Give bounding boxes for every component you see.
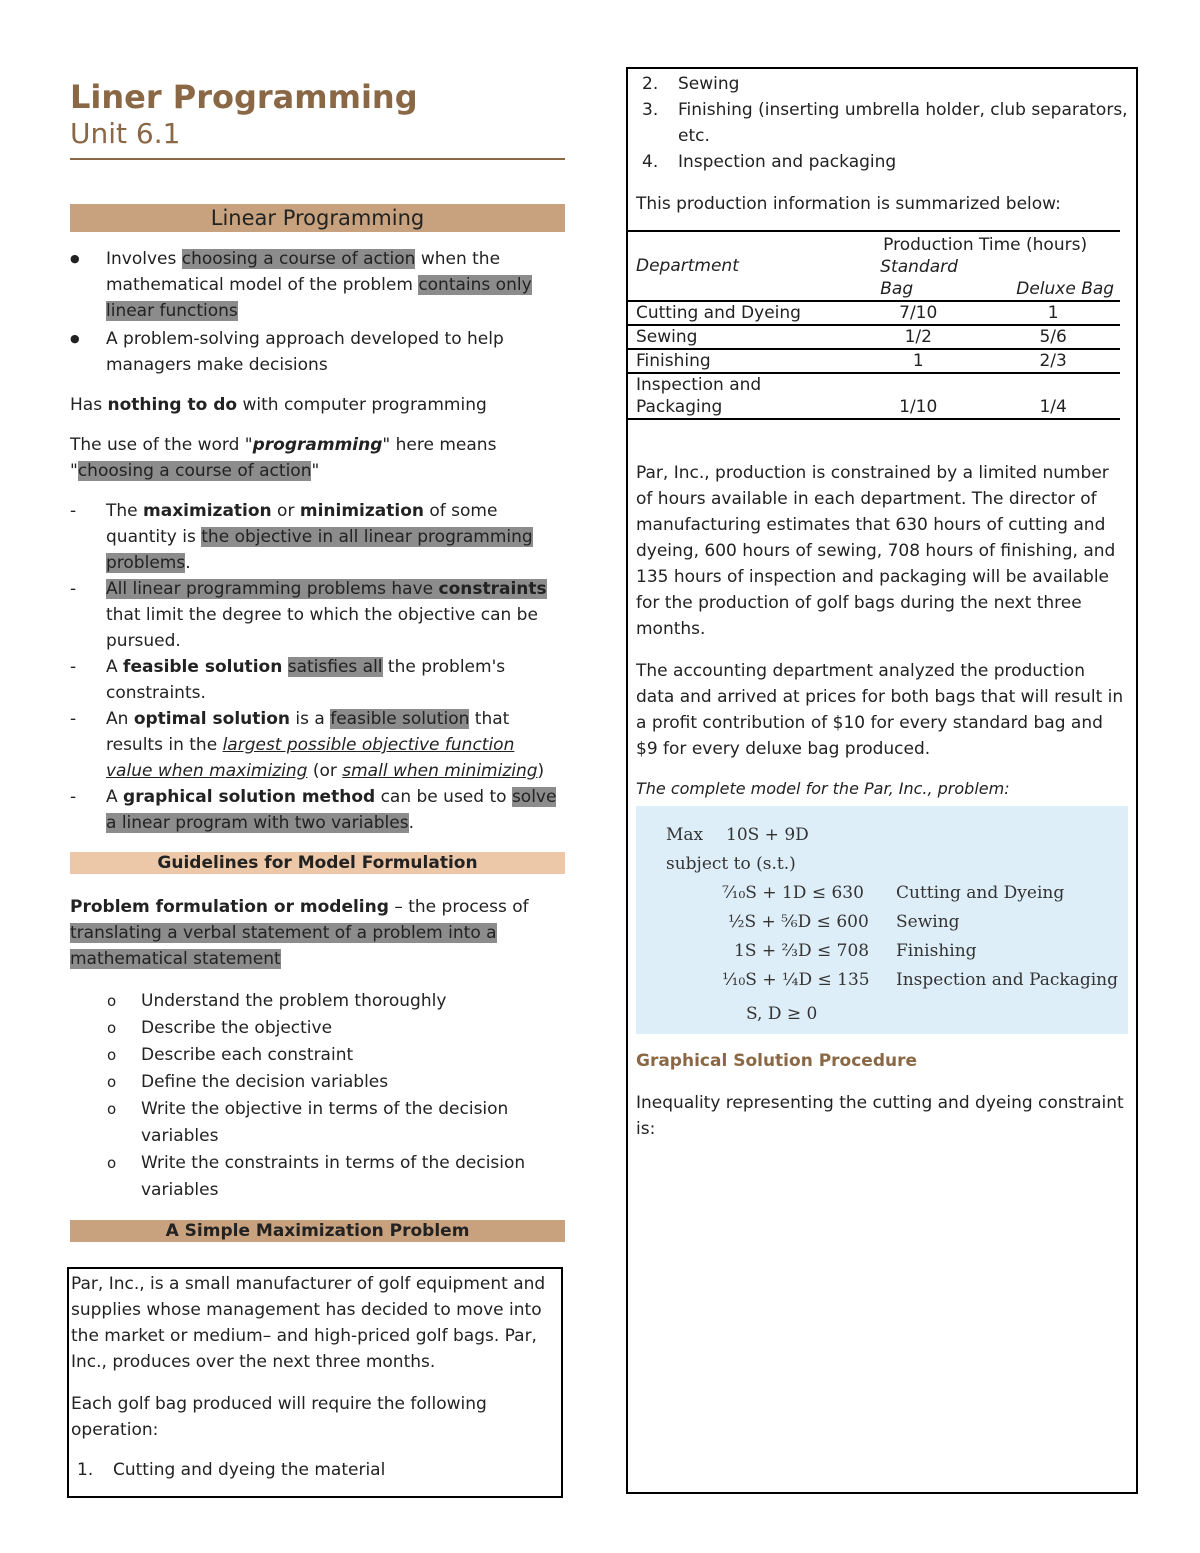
profit-paragraph: The accounting department analyzed the production data and arrived at prices for both bags that will result in a profit contribution of $10 for every standard bag and $9 for every deluxe bag produced. [636,661,1124,759]
lp-bullet: ● A problem-solving approach developed to help managers make decisions [70,326,565,378]
graphical-heading: Graphical Solution Procedure [636,1051,918,1071]
problem-intro: Par, Inc., is a small manufacturer of golf equipment and supplies whose management has decided to move into the market or medium– and high-priced golf bags. Par, Inc., produces over the next three months. [71,1274,546,1372]
problem-box [67,1267,563,1498]
guidelines-banner: Guidelines for Model Formulation [70,852,565,874]
guideline-step: o Define the decision variables [70,1069,565,1096]
cell-standard: 1/2 [904,327,932,347]
lp-definitions [70,498,565,836]
cell-standard: 1/10 [899,397,938,417]
model-constraint-name: Cutting and Dyeing [896,883,1065,903]
lp-definition: - All linear programming problems have constraints that limit the degree to which the objective can be pursued. [70,576,565,654]
cell-deluxe: 1/4 [1039,397,1067,417]
lp-bullets [70,246,565,378]
guideline-step: o Describe each constraint [70,1042,565,1069]
operation-item: 2. Sewing [642,74,740,94]
model-max-label: Max [666,825,704,845]
model-constraint-expr: ⁷⁄₁₀S + 1D ≤ 630 [722,883,864,903]
model-constraint-expr: 1S + ⅔D ≤ 708 [734,941,870,961]
model-nonnegativity: S, D ≥ 0 [746,1004,818,1024]
continued-box [626,67,1138,1494]
model-constraint-name: Finishing [896,941,977,961]
cell-department: Finishing [636,351,711,371]
cell-deluxe: 1 [1047,303,1059,323]
model-figure [636,806,1128,1034]
cell-standard: 1 [912,351,924,371]
operation-list [71,1457,559,1483]
problem-operations-intro: Each golf bag produced will require the following operation: [71,1394,487,1440]
col-deluxe: Deluxe Bag [1016,279,1115,299]
guideline-step: o Write the constraints in terms of the decision variables [70,1150,565,1204]
cell-deluxe: 5/6 [1039,327,1067,347]
model-constraint-expr: ½S + ⅚D ≤ 600 [728,912,869,932]
guideline-step: o Write the objective in terms of the decision variables [70,1096,565,1150]
cell-standard: 7/10 [899,303,938,323]
lp-definition: - The maximization or minimization of some quantity is the objective in all linear programming problems. [70,498,565,576]
lp-definition: - An optimal solution is a feasible solution that results in the largest possible objective function value when maximizing (or small when minimizing) [70,706,565,784]
lp-bullet: ● Involves choosing a course of action when the mathematical model of the problem contains only linear functions [70,246,565,324]
page-title: Liner Programming [70,78,418,116]
operation-item: 4. Inspection and packaging [642,152,897,172]
model-constraint-name: Inspection and Packaging [896,970,1118,990]
constraint-paragraph: Par, Inc., production is constrained by a limited number of hours available in each department. The director of manufacturing estimates that 630 hours of cutting and dyeing, 600 hours of sewing, 708 hours of finishing, and 135 hours of inspection and packaging will be available for the production of golf bags during the next three months. [636,463,1116,639]
model-objective: 10S + 9D [726,825,809,845]
production-row [628,349,1120,373]
guideline-step: o Understand the problem thoroughly [70,988,565,1015]
cell-department: Inspection and Packaging [636,375,762,417]
production-time-header: Production Time (hours) [883,235,1088,255]
col-department: Department [636,256,739,276]
guidelines-definition: Problem formulation or modeling – the process of translating a verbal statement of a problem into a mathematical statement [70,897,529,969]
model-constraint-expr: ⅒S + ¼D ≤ 135 [722,970,870,990]
guideline-steps [70,988,565,1204]
operations-continued [636,71,1128,217]
title-divider [70,158,565,160]
production-intro: This production information is summarized below: [636,194,1061,214]
unit-label: Unit 6.1 [70,117,181,150]
operation-item: 1. Cutting and dyeing the material [77,1460,386,1480]
model-subject-to: subject to (s.t.) [666,854,796,874]
model-caption: The complete model for the Par, Inc., problem: [636,779,1010,798]
production-row [628,301,1120,325]
graphical-text: Inequality representing the cutting and dyeing constraint is: [636,1093,1124,1139]
simple-problem-banner: A Simple Maximization Problem [70,1220,565,1242]
model-constraint-name: Sewing [896,912,960,932]
operation-item: 3. Finishing (inserting umbrella holder, club separators, etc. [642,100,1128,146]
lp-note-2: The use of the word "programming" here means "choosing a course of action" [70,435,497,481]
production-table-wrap [628,230,1120,420]
right-text [636,460,1128,1142]
cell-deluxe: 2/3 [1039,351,1067,371]
lp-banner: Linear Programming [70,204,565,232]
left-column [70,78,565,1242]
lp-note-1: Has nothing to do with computer programming [70,395,487,415]
lp-definition: - A feasible solution satisfies all the problem's constraints. [70,654,565,706]
cell-department: Cutting and Dyeing [636,303,801,323]
production-rows [628,301,1120,419]
lp-definition: - A graphical solution method can be used to solve a linear program with two variables. [70,784,565,836]
production-table [628,230,1120,420]
guideline-step: o Describe the objective [70,1015,565,1042]
production-row [628,325,1120,349]
col-standard: Standard Bag [880,257,958,299]
production-row [628,373,1120,419]
operation-list [636,71,1128,175]
cell-department: Sewing [636,327,698,347]
